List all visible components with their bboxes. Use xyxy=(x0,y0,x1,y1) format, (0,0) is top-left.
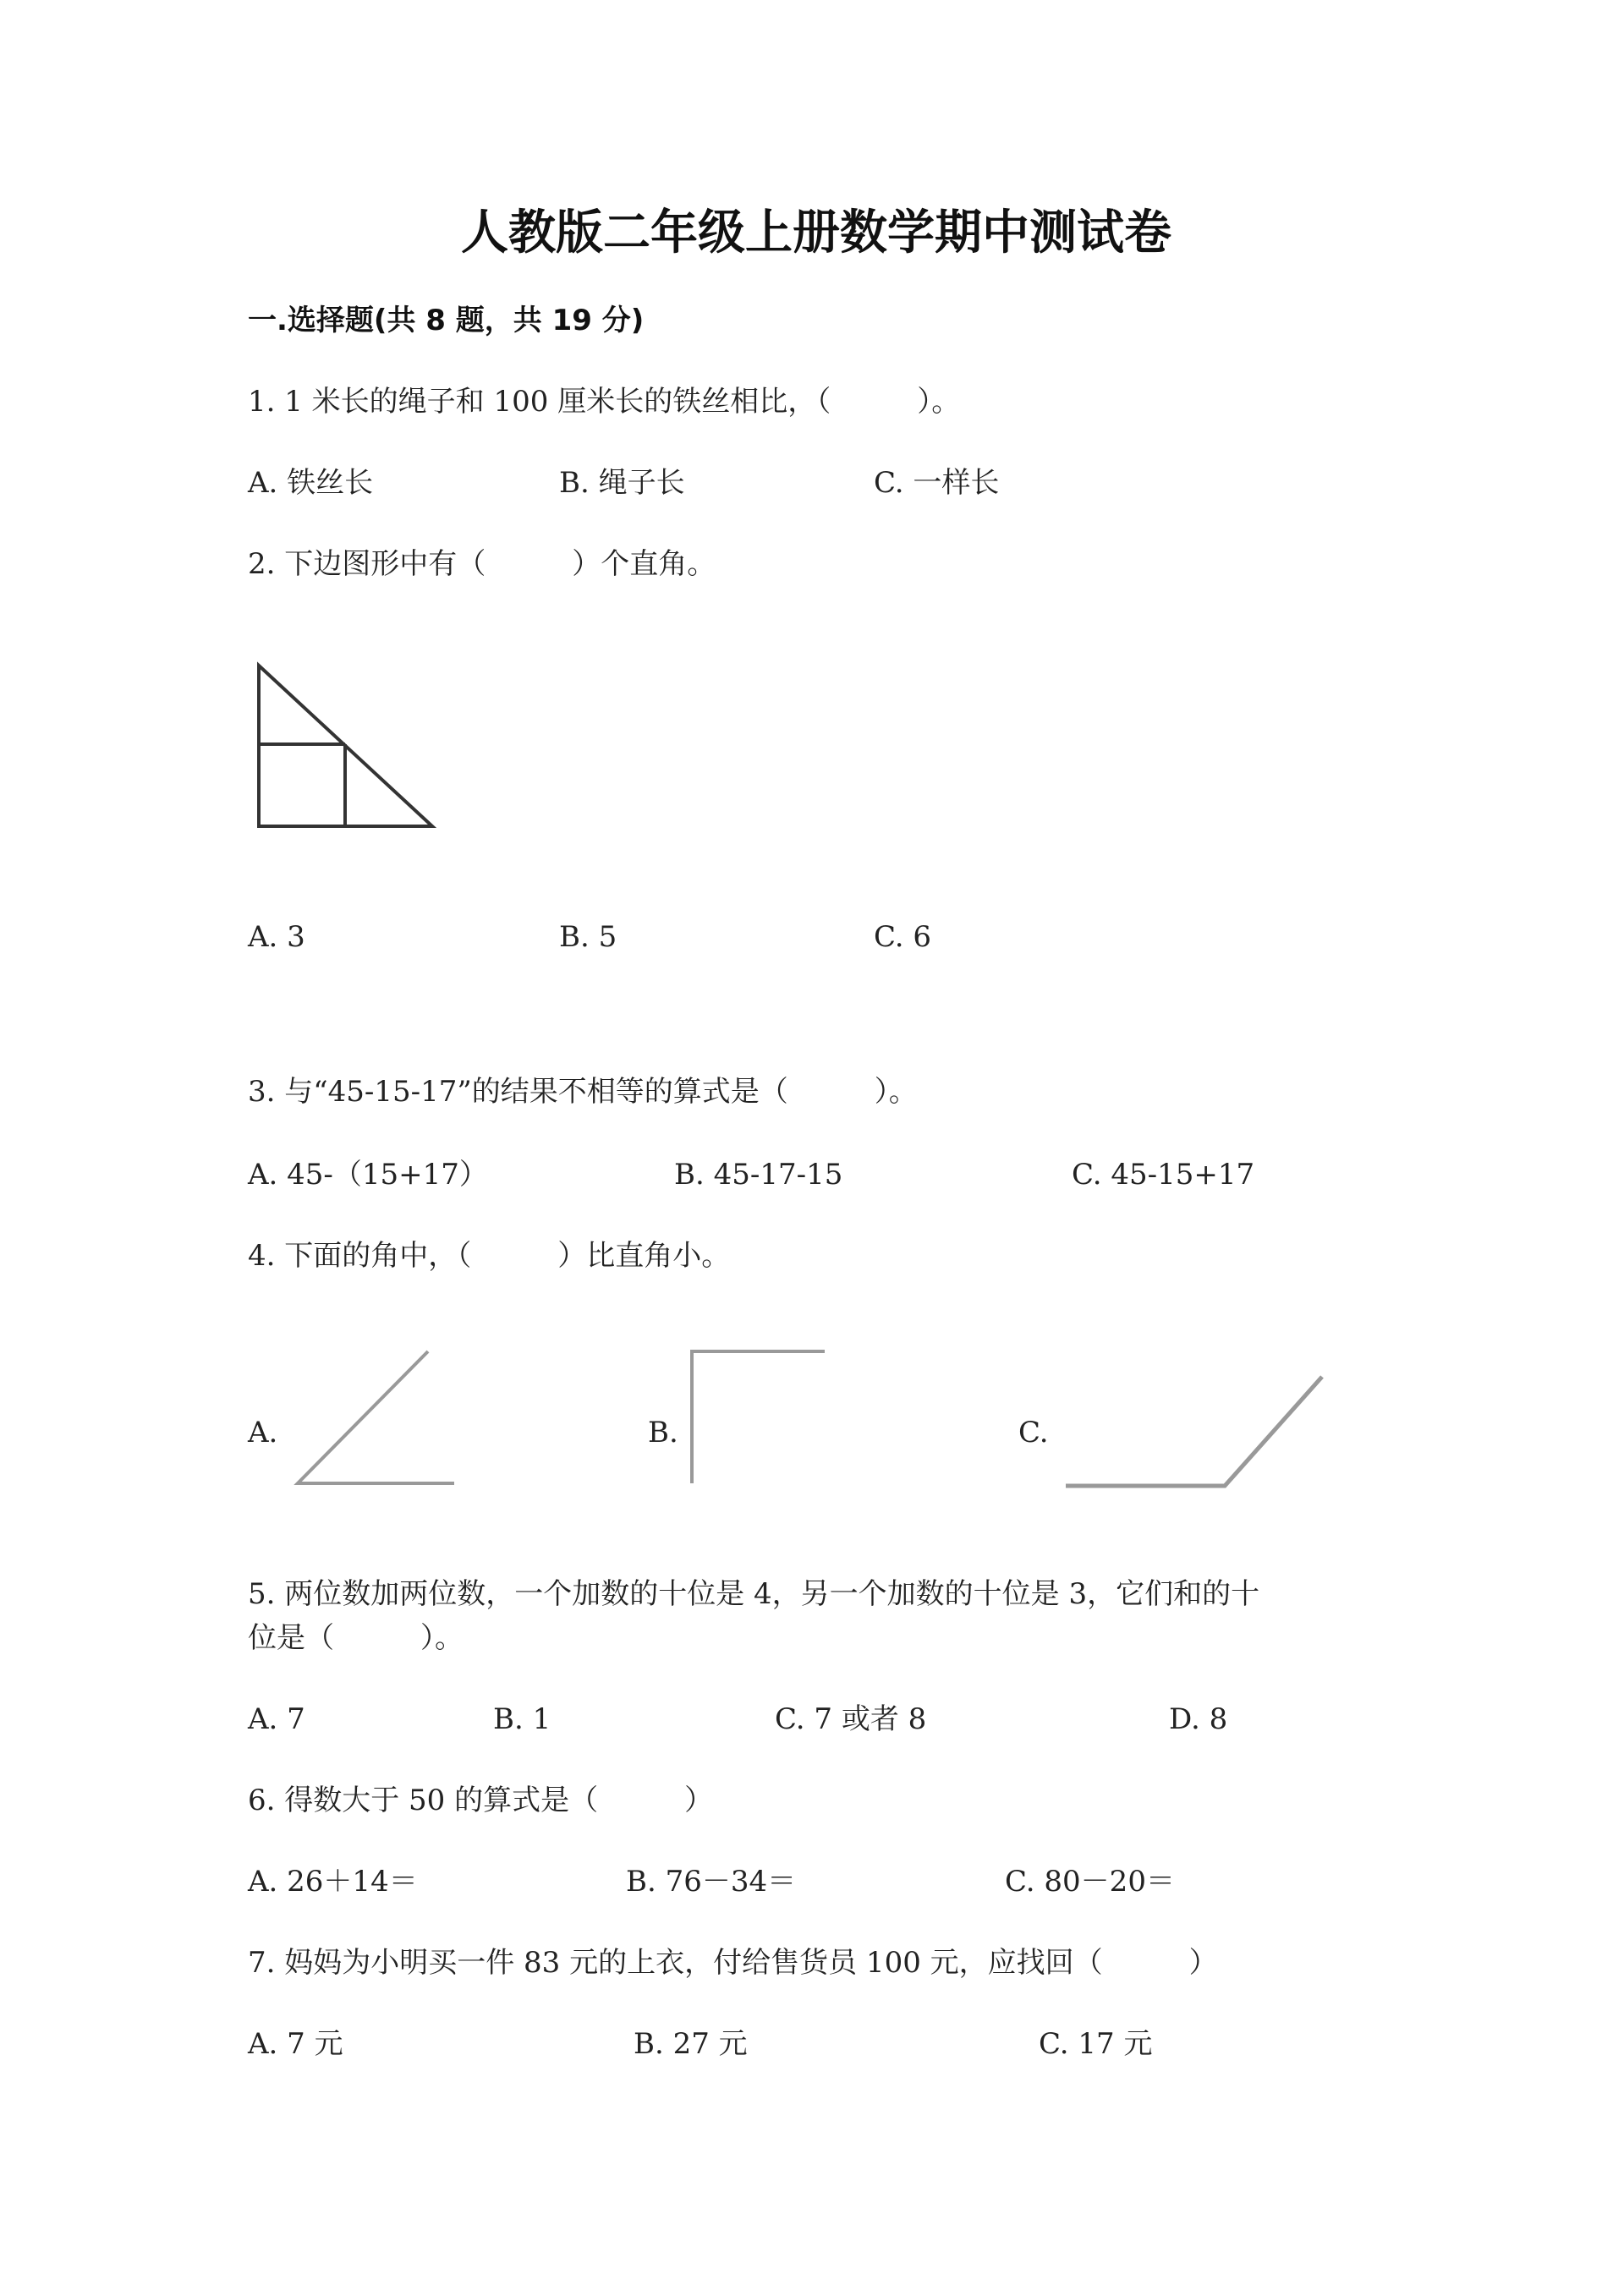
page-title: 人教版二年级上册数学期中测试卷 xyxy=(461,205,1171,260)
q2-option-c: C. 6 xyxy=(874,920,932,954)
q3-option-c: C. 45-15+17 xyxy=(1072,1158,1255,1192)
angle-a-figure xyxy=(298,1351,454,1483)
q3-option-a: A. 45-（15+17） xyxy=(248,1158,488,1192)
q6-option-c: C. 80－20＝ xyxy=(1005,1865,1175,1899)
question-6: 6. 得数大于 50 的算式是（ ） xyxy=(248,1784,714,1817)
triangle-figure xyxy=(259,666,432,826)
question-5: 5. 两位数加两位数，一个加数的十位是 4，另一个加数的十位是 3，它们和的十 xyxy=(248,1577,1260,1611)
angle-b-figure xyxy=(692,1351,825,1483)
question-2: 2. 下边图形中有（ ）个直角。 xyxy=(248,547,716,581)
q5-option-d: D. 8 xyxy=(1169,1702,1228,1736)
q4-option-b: B. xyxy=(648,1416,678,1449)
angle-c-figure xyxy=(1066,1377,1322,1486)
q1-option-c: C. 一样长 xyxy=(874,466,1000,500)
q7-option-b: B. 27 元 xyxy=(634,2027,748,2061)
question-3: 3. 与“45-15-17”的结果不相等的算式是（ ）。 xyxy=(248,1075,918,1109)
q2-option-a: A. 3 xyxy=(248,920,305,954)
q7-option-a: A. 7 元 xyxy=(248,2027,343,2061)
q6-option-b: B. 76－34＝ xyxy=(626,1865,797,1899)
q3-option-b: B. 45-17-15 xyxy=(674,1158,843,1192)
section-heading: 一.选择题(共 8 题，共 19 分) xyxy=(248,304,645,337)
q5-option-c: C. 7 或者 8 xyxy=(775,1702,927,1736)
q5-option-b: B. 1 xyxy=(493,1702,551,1736)
q4-option-a: A. xyxy=(248,1416,278,1449)
q4-option-c: C. xyxy=(1018,1416,1049,1449)
question-5-line-2: 位是（ ）。 xyxy=(248,1621,464,1655)
q5-option-a: A. 7 xyxy=(248,1702,305,1736)
question-4: 4. 下面的角中，（ ）比直角小。 xyxy=(248,1239,731,1273)
q1-option-a: A. 铁丝长 xyxy=(248,466,374,500)
q2-option-b: B. 5 xyxy=(559,920,617,954)
q7-option-c: C. 17 元 xyxy=(1039,2027,1153,2061)
question-1: 1. 1 米长的绳子和 100 厘米长的铁丝相比，（ ）。 xyxy=(248,385,961,419)
question-7: 7. 妈妈为小明买一件 83 元的上衣，付给售货员 100 元，应找回（ ） xyxy=(248,1946,1218,1980)
q1-option-b: B. 绳子长 xyxy=(559,466,685,500)
q6-option-a: A. 26＋14＝ xyxy=(248,1865,418,1899)
